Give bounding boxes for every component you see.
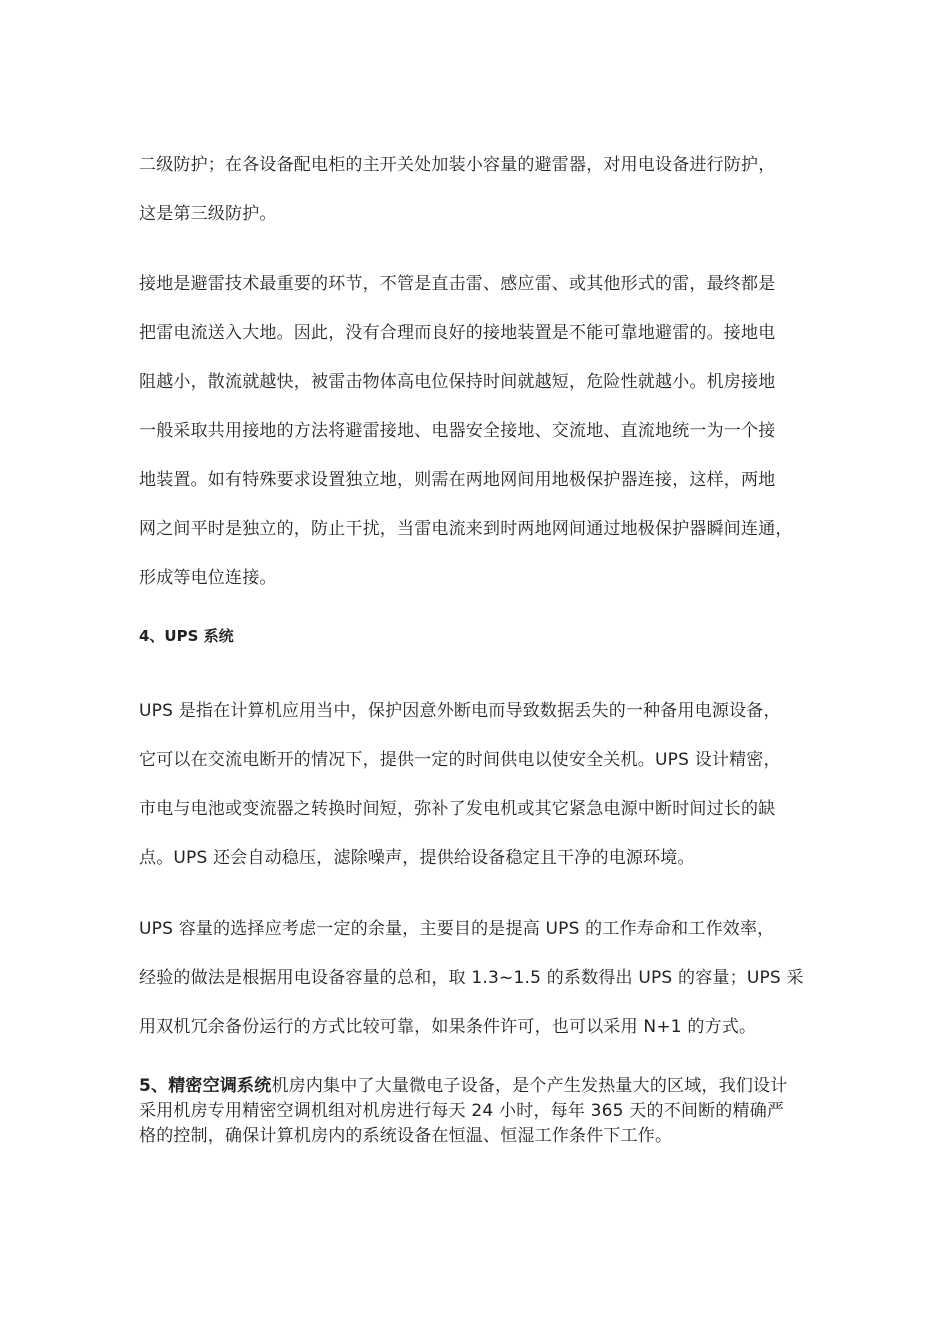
text-line: 二级防护；在各设备配电柜的主开关处加装小容量的避雷器，对用电设备进行防护， [139,155,776,175]
section-heading-precision-ac: 5、精密空调系统 [139,1076,272,1096]
paragraph-precision-ac [139,1074,819,1149]
text-line: 用双机冗余备份运行的方式比较可靠，如果条件许可，也可以采用 N+1 的方式。 [139,1017,757,1037]
text-line: 地装置。如有特殊要求设置独立地，则需在两地网间用地极保护器连接，这样，两地 [139,470,776,490]
text-line: 把雷电流送入大地。因此，没有合理而良好的接地装置是不能可靠地避雷的。接地电 [139,323,776,343]
text-line: 市电与电池或变流器之转换时间短，弥补了发电机或其它紧急电源中断时间过长的缺 [139,799,776,819]
text-line: 它可以在交流电断开的情况下，提供一定的时间供电以使安全关机。UPS 设计精密， [139,750,781,770]
section-heading-ups: 4、UPS 系统 [139,627,234,645]
text-line: 一般采取共用接地的方法将避雷接地、电器安全接地、交流地、直流地统一为一个接 [139,421,776,441]
text-line: 采用机房专用精密空调机组对机房进行每天 24 小时，每年 365 天的不间断的精确严 [139,1101,785,1121]
paragraph-ups-definition [139,687,819,883]
text-line: 点。UPS 还会自动稳压，滤除噪声，提供给设备稳定且干净的电源环境。 [139,848,695,868]
document-body [139,141,819,1149]
text-span: 机房内集中了大量微电子设备，是个产生发热量大的区域，我们设计 [271,1076,788,1096]
text-line: 形成等电位连接。 [139,568,277,588]
text-line: UPS 是指在计算机应用当中，保护因意外断电而导致数据丢失的一种备用电源设备， [139,701,781,721]
text-line: 网之间平时是独立的，防止干扰，当雷电流来到时两地网间通过地极保护器瞬间连通， [139,519,793,539]
text-line: 接地是避雷技术最重要的环节，不管是直击雷、感应雷、或其他形式的雷，最终都是 [139,274,776,294]
text-line: 阻越小，散流就越快，被雷击物体高电位保持时间就越短，危险性就越小。机房接地 [139,372,776,392]
paragraph-ups-capacity [139,905,819,1052]
paragraph-lightning-protection-levels [139,141,819,239]
text-line: UPS 容量的选择应考虑一定的余量，主要目的是提高 UPS 的工作寿命和工作效率， [139,919,775,939]
text-line: 这是第三级防护。 [139,204,277,224]
text-line: 格的控制，确保计算机房内的系统设备在恒温、恒湿工作条件下工作。 [139,1126,673,1146]
text-line: 经验的做法是根据用电设备容量的总和，取 1.3~1.5 的系数得出 UPS 的容量；UPS 采 [139,968,804,988]
text-line [139,1074,819,1099]
paragraph-grounding [139,260,819,603]
